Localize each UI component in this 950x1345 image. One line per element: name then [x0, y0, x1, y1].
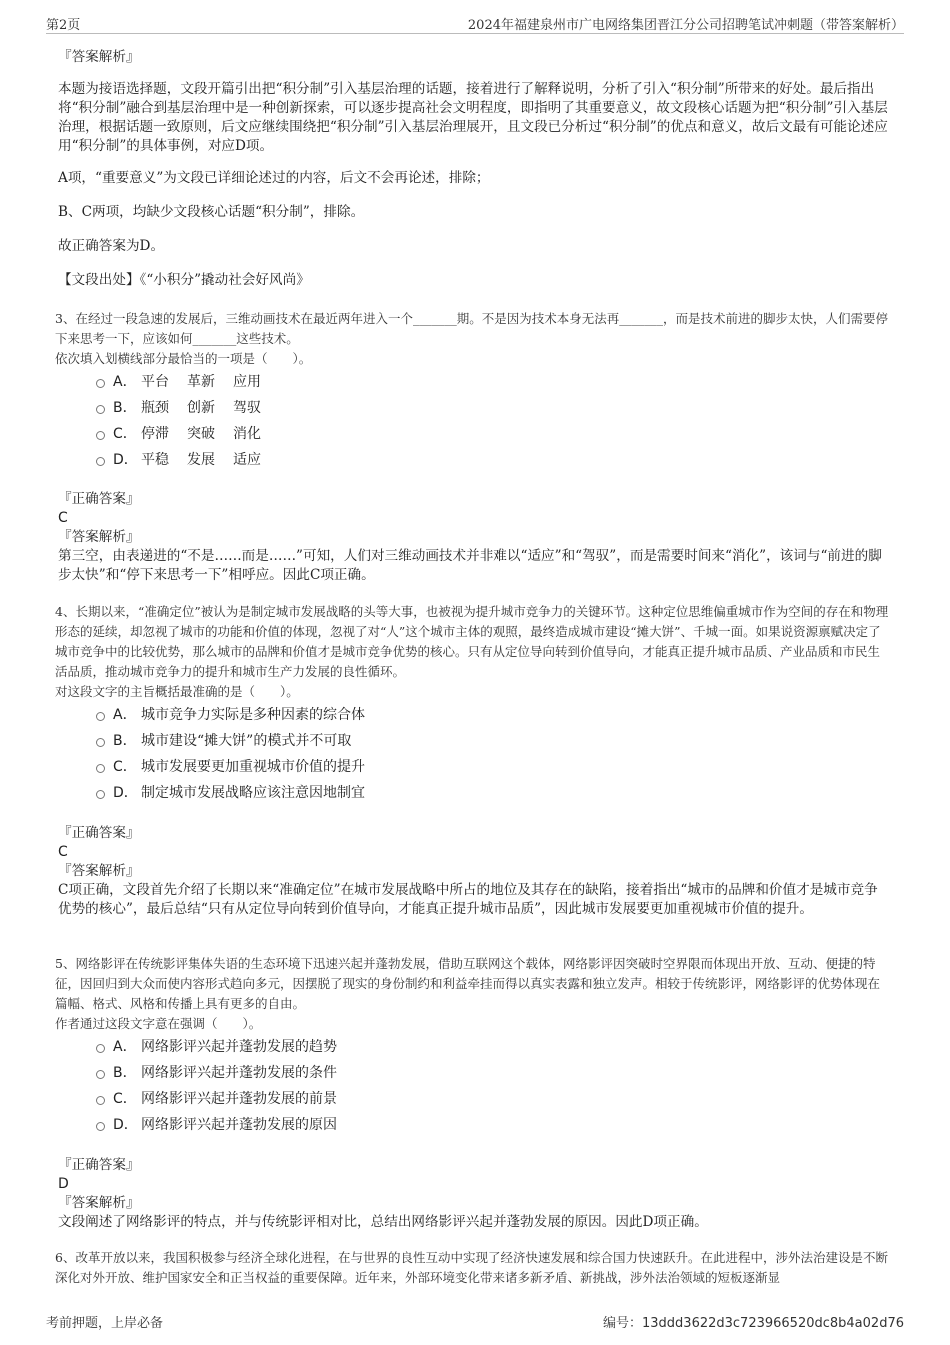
- footer-code-value: 13ddd3622d3c723966520dc8b4a02d76: [642, 1316, 904, 1331]
- option-letter: A．: [113, 1039, 137, 1055]
- option-text: 网络影评兴起并蓬勃发展的原因: [141, 1117, 337, 1133]
- question-5-options: [96, 1033, 355, 1137]
- radio-icon[interactable]: [96, 379, 105, 388]
- answer-value: C: [58, 510, 68, 526]
- question-3-options: [96, 368, 279, 472]
- q2-source-block: [58, 271, 890, 290]
- radio-icon[interactable]: [96, 738, 105, 747]
- q2-conclusion-block: [58, 237, 890, 256]
- footer-slogan: 考前押题，上岸必备: [46, 1316, 164, 1331]
- option-b[interactable]: [96, 394, 279, 420]
- option-word: 平稳: [141, 452, 169, 468]
- radio-icon[interactable]: [96, 405, 105, 414]
- q2-analysis-text-block: [58, 80, 890, 156]
- analysis-text: 本题为接语选择题，文段开篇引出把“积分制”引入基层治理的话题，接着进行了解释说明，分析了引入“积分制”所带来的好处。最后指出将“积分制”融合到基层治理中是一种创新探索，可以逐步提高社会文明程度，即指明了其重要意义，故文段核心话题为把“积分制”引入基层治理，根据话题一致原则，后文应继续围绕把“积分制”引入基层治理展开，且文段已分析过“积分制”的优点和意义，故后文最有可能论述应用“积分制”的具体事例，对应D项。: [58, 81, 888, 154]
- analysis-text: 第三空，由表递进的“不是……而是……”可知，人们对三维动画技术并非难以“适应”和“驾驭”，而是需要时间来“消化”，该词与“前进的脚步太快”和“停下来思考一下”相呼应。因此C项正确。: [58, 548, 882, 583]
- question-stem: 3、在经过一段急速的发展后，三维动画技术在最近两年进入一个_______期。不是因为技术本身无法再_______，而是技术前进的脚步太快，人们需要停下来思考一下，应该如何_______这些技术。: [55, 311, 888, 346]
- question-prompt: 对这段文字的主旨概括最准确的是（ ）。: [55, 684, 299, 699]
- radio-icon[interactable]: [96, 1044, 105, 1053]
- question-5-answer: [58, 1156, 890, 1232]
- option-word: 革新: [187, 374, 215, 390]
- option-word: 发展: [187, 452, 215, 468]
- answer-label: 『正确答案』: [58, 1157, 140, 1173]
- answer-value: C: [58, 844, 68, 860]
- option-c[interactable]: [96, 420, 279, 446]
- option-letter: C．: [113, 1091, 137, 1107]
- option-word: 驾驭: [233, 400, 261, 416]
- passage-source: 【文段出处】《“小积分”撬动社会好风尚》: [58, 272, 310, 288]
- analysis-note-a: A项，“重要意义”为文段已详细论述过的内容，后文不会再论述，排除；: [58, 170, 490, 186]
- analysis-label: 『答案解析』: [58, 863, 140, 879]
- analysis-text: 文段阐述了网络影评的特点，并与传统影评相对比，总结出网络影评兴起并蓬勃发展的原因。因此D项正确。: [58, 1214, 708, 1230]
- option-word: 平台: [141, 374, 169, 390]
- question-4-answer: [58, 824, 890, 919]
- answer-value: D: [58, 1176, 69, 1192]
- option-a[interactable]: [96, 1033, 355, 1059]
- question-stem: 4、长期以来，“准确定位”被认为是制定城市发展战略的头等大事，也被视为提升城市竞争力的关键环节。这种定位思维偏重城市作为空间的存在和物理形态的延续，却忽视了城市的功能和价值的体现，忽视了对“人”这个城市主体的观照，最终造成城市建设“摊大饼”、千城一面。如果说资源禀赋决定了城市竞争中的比较优势，那么城市的品牌和价值才是城市竞争优势的核心。只有从定位导向转到价值导向，才能真正提升城市品质、产业品质和市民生活品质，推动城市竞争力的提升和城市生产力发展的良性循环。: [55, 604, 889, 679]
- option-text: 网络影评兴起并蓬勃发展的趋势: [141, 1039, 337, 1055]
- analysis-label: 『答案解析』: [58, 1195, 140, 1211]
- option-b[interactable]: [96, 1059, 355, 1085]
- radio-icon[interactable]: [96, 1122, 105, 1131]
- option-text: 制定城市发展战略应该注意因地制宜: [141, 785, 365, 801]
- option-text: 网络影评兴起并蓬勃发展的前景: [141, 1091, 337, 1107]
- answer-label: 『正确答案』: [58, 491, 140, 507]
- option-word: 适应: [233, 452, 261, 468]
- option-letter: D．: [113, 452, 138, 468]
- option-word: 创新: [187, 400, 215, 416]
- option-letter: C．: [113, 759, 137, 775]
- question-prompt: 作者通过这段文字意在强调（ ）。: [55, 1016, 262, 1031]
- radio-icon[interactable]: [96, 1096, 105, 1105]
- document-title: 2024年福建泉州市广电网络集团晋江分公司招聘笔试冲刺题（带答案解析）: [467, 18, 904, 33]
- option-d[interactable]: [96, 1111, 355, 1137]
- option-a[interactable]: [96, 368, 279, 394]
- analysis-label: 『答案解析』: [58, 529, 140, 545]
- radio-icon[interactable]: [96, 431, 105, 440]
- q2-note-bc-block: [58, 203, 890, 222]
- option-letter: B．: [113, 400, 137, 416]
- option-letter: B．: [113, 1065, 137, 1081]
- option-d[interactable]: [96, 446, 279, 472]
- analysis-text: C项正确，文段首先介绍了长期以来“准确定位”在城市发展战略中所占的地位及其存在的缺陷，接着指出“城市的品牌和价值才是城市竞争优势的核心”，最后总结“只有从定位导向转到价值导向，才能真正提升城市品质”，因此城市发展要更加重视城市价值的提升。: [58, 882, 878, 917]
- question-prompt: 依次填入划横线部分最恰当的一项是（ ）。: [55, 351, 312, 366]
- option-text: 城市发展要更加重视城市价值的提升: [141, 759, 365, 775]
- radio-icon[interactable]: [96, 457, 105, 466]
- question-5: [55, 954, 890, 1034]
- option-letter: A．: [113, 374, 137, 390]
- option-word: 瓶颈: [141, 400, 169, 416]
- radio-icon[interactable]: [96, 764, 105, 773]
- option-d[interactable]: [96, 779, 383, 805]
- option-text: 城市建设“摊大饼”的模式并不可取: [141, 733, 352, 749]
- question-stem: 5、网络影评在传统影评集体失语的生态环境下迅速兴起并蓬勃发展，借助互联网这个载体，网络影评因突破时空界限而体现出开放、互动、便捷的特征，因回归到大众而使内容形式趋向多元，因摆脱了现实的身份制约和利益牵挂而得以真实表露和独立发声。相较于传统影评，网络影评的优势体现在篇幅、格式、风格和传播上具有更多的自由。: [55, 956, 881, 1011]
- option-letter: D．: [113, 785, 138, 801]
- option-c[interactable]: [96, 753, 383, 779]
- analysis-label: 『答案解析』: [58, 49, 140, 65]
- question-4: [55, 602, 890, 702]
- radio-icon[interactable]: [96, 790, 105, 799]
- option-a[interactable]: [96, 701, 383, 727]
- option-b[interactable]: [96, 727, 383, 753]
- question-6: [55, 1248, 890, 1288]
- option-letter: D．: [113, 1117, 138, 1133]
- q2-analysis-label-block: [58, 48, 890, 67]
- option-letter: C．: [113, 426, 137, 442]
- answer-label: 『正确答案』: [58, 825, 140, 841]
- option-c[interactable]: [96, 1085, 355, 1111]
- question-stem: 6、改革开放以来，我国积极参与经济全球化进程，在与世界的良性互动中实现了经济快速发展和综合国力快速跃升。在此进程中，涉外法治建设是不断深化对外开放、维护国家安全和正当权益的重要保障。近年来，外部环境变化带来诸多新矛盾、新挑战，涉外法治领域的短板逐渐显: [55, 1250, 888, 1285]
- option-word: 停滞: [141, 426, 169, 442]
- page-number: 第2页: [46, 18, 81, 33]
- q2-note-a-block: [58, 169, 890, 188]
- question-3-answer: [58, 490, 890, 585]
- header-divider: [46, 33, 904, 34]
- question-4-options: [96, 701, 383, 805]
- option-text: 网络影评兴起并蓬勃发展的条件: [141, 1065, 337, 1081]
- footer-code-label: 编号：: [602, 1316, 642, 1331]
- option-letter: B．: [113, 733, 137, 749]
- option-text: 城市竞争力实际是多种因素的综合体: [141, 707, 365, 723]
- radio-icon[interactable]: [96, 712, 105, 721]
- option-word: 消化: [233, 426, 261, 442]
- analysis-note-bc: B、C两项，均缺少文段核心话题“积分制”，排除。: [58, 204, 365, 220]
- page-header: [46, 14, 904, 34]
- option-word: 应用: [233, 374, 261, 390]
- radio-icon[interactable]: [96, 1070, 105, 1079]
- footer-code: [603, 1312, 904, 1331]
- option-word: 突破: [187, 426, 215, 442]
- option-letter: A．: [113, 707, 137, 723]
- question-3: [55, 309, 890, 369]
- analysis-conclusion: 故正确答案为D。: [58, 238, 165, 254]
